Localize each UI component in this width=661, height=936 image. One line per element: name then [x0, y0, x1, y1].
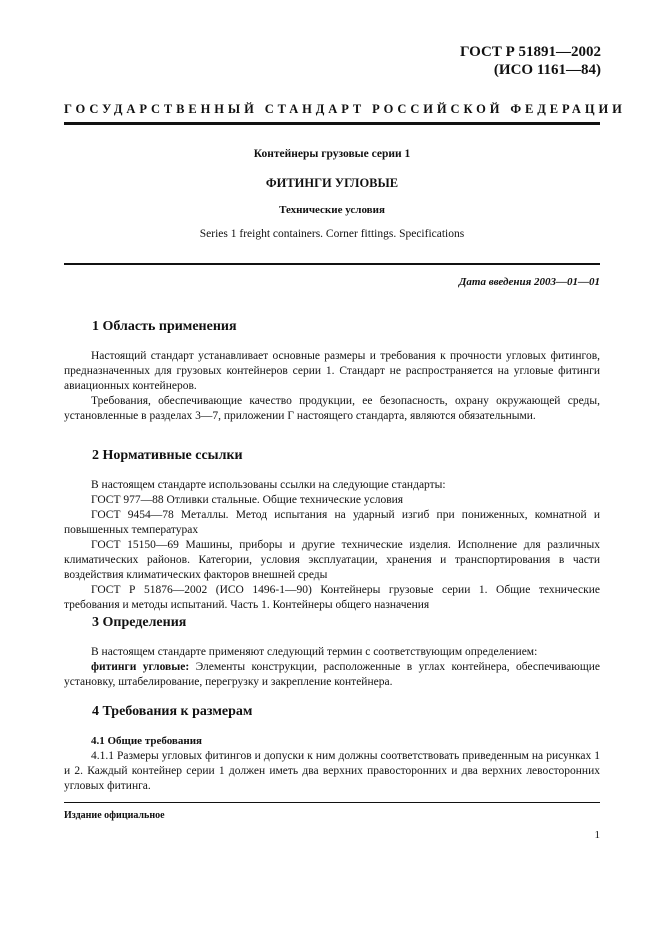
iso-code: (ИСО 1161—84): [493, 62, 601, 78]
title-english: Series 1 freight containers. Corner fittings. Specifications: [199, 228, 465, 240]
section-4-heading: 4 Требования к размерам: [92, 704, 253, 719]
paragraph: В настоящем стандарте применяют следующий термин с соответствующим определением:: [91, 646, 538, 658]
introduction-date: Дата введения 2003—01—01: [458, 276, 600, 288]
paragraph: В настоящем стандарте использованы ссылки на следующие стандарты:: [91, 479, 446, 491]
title-series: Контейнеры грузовые серии 1: [253, 148, 411, 160]
paragraph: Настоящий стандарт устанавливает основные размеры и требования к прочности угловых фитингов, предназначенных для грузовых контейнеров серии 1. Стандарт не распространяется на угловые фитинги авиационных контейнеров.: [64, 350, 600, 392]
subsection-heading: 4.1 Общие требования: [91, 735, 202, 747]
page-title: ФИТИНГИ УГЛОВЫЕ: [265, 176, 399, 190]
section-2-heading: 2 Нормативные ссылки: [92, 448, 243, 463]
section-1-body: [64, 349, 600, 424]
paragraph: Требования, обеспечивающие качество продукции, ее безопасность, охрану окружающей среды, установленные в разделах 3—7, приложении Г настоящего стандарта, являются обязательными.: [64, 395, 600, 422]
paragraph: ГОСТ 15150—69 Машины, приборы и другие технические изделия. Исполнение для различных климатических районов. Категории, условия эксплуатации, хранения и транспортирования в части воздействия климатических факторов внешней среды: [64, 539, 600, 581]
edition-label: Издание официальное: [64, 810, 165, 821]
section-1-heading: 1 Область применения: [92, 319, 237, 334]
paragraph: 4.1.1 Размеры угловых фитингов и допуски к ним должны соответствовать приведенным на рисунках 1 и 2. Каждый контейнер серии 1 должен иметь два верхних правосторонних и два верхних левосторонних угловых фитинга.: [64, 750, 600, 792]
section-2-body: [64, 478, 600, 613]
definition-text: Элементы конструкции, расположенные в углах контейнера, обеспечивающие установку, штабелирование, перегрузку и закрепление контейнера.: [64, 661, 600, 688]
title-rule: [64, 263, 600, 265]
section-4-body: [64, 734, 600, 794]
document-code: ГОСТ Р 51891—2002: [459, 44, 601, 60]
section-3-heading: 3 Определения: [92, 615, 187, 630]
footer-rule: [64, 802, 600, 803]
section-3-body: [64, 645, 600, 690]
paragraph: ГОСТ 9454—78 Металлы. Метод испытания на ударный изгиб при пониженных, комнатной и повышенных температурах: [64, 509, 600, 536]
definition-paragraph: [64, 660, 600, 690]
title-spec: Технические условия: [279, 204, 385, 216]
header-rule: [64, 122, 600, 125]
definition-term: фитинги угловые:: [91, 661, 190, 673]
paragraph: ГОСТ 977—88 Отливки стальные. Общие технические условия: [91, 494, 404, 506]
state-standard-banner: ГОСУДАРСТВЕННЫЙ СТАНДАРТ РОССИЙСКОЙ ФЕДЕРАЦИИ: [64, 102, 626, 116]
page-number: 1: [594, 829, 600, 841]
paragraph: ГОСТ Р 51876—2002 (ИСО 1496-1—90) Контейнеры грузовые серии 1. Общие технические требования и методы испытаний. Часть 1. Контейнеры общего назначения: [64, 584, 600, 611]
